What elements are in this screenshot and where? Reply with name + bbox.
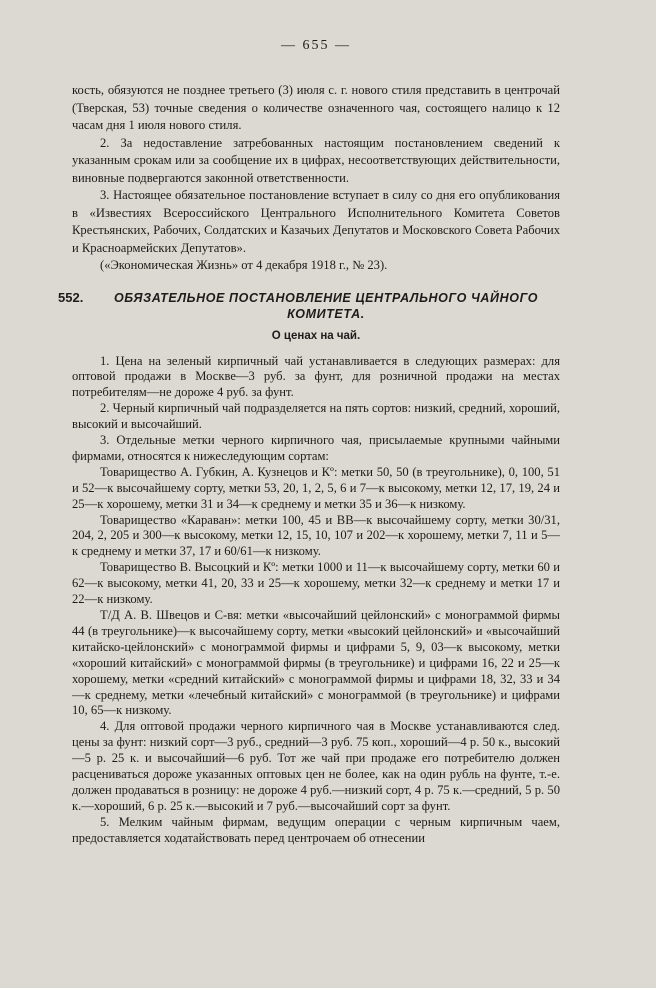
paragraph: кость, обязуются не позднее третьего (3) июля с. г. нового стиля представить в центрочай (Тверская, 53) точные сведения о количестве означенного чая, состоящего налицо к 12 часам дня 1 июля нового стиля. — [72, 83, 560, 132]
paragraph: 3. Настоящее обязательное постановление вступает в силу со дня его опубликования в «Известиях Всероссийского Центрального Исполнительного Комитета Советов Крестьянских, Рабочих, Солдатских и Казачьих Депутатов и Московского Совета Рабочих и Красноармейских Депутатов». — [72, 188, 560, 255]
document-subtitle: О ценах на чай. — [271, 329, 361, 342]
document-heading — [58, 289, 560, 322]
paragraph: Товарищество В. Высоцкий и Кº: метки 1000 и 11—к высочайшему сорту, метки 60 и 62—к высокому, метки 41, 20, 33 и 25—к хорошему, метки 32—к среднему и метки 17 и 22—к низкому. — [72, 560, 560, 607]
document-body — [72, 354, 560, 847]
paragraph: Товарищество А. Губкин, А. Кузнецов и Кº: метки 50, 50 (в треугольнике), 0, 100, 51 и 52—к высочайшему сорту, метки 53, 20, 1, 2, 5, 6 и 7—к высокому, метки 12, 17, 19, 24 и 25—к хорошему, метки 31 и 34—к среднему и метки 35 и 36—к низкому. — [72, 464, 560, 511]
paragraph: 2. Черный кирпичный чай подразделяется на пять сортов: низкий, средний, хороший, высокий и высочайший. — [72, 401, 560, 432]
paragraph: 5. Мелким чайным фирмам, ведущим операции с черным кирпичным чаем, предоставляется ходатайствовать перед центрочаем об отнесении — [72, 814, 560, 845]
source-citation: («Экономическая Жизнь» от 4 декабря 1918 г., № 23). — [100, 258, 388, 272]
document-number: 552. — [58, 289, 84, 305]
paragraph: 1. Цена на зеленый кирпичный чай устанавливается в следующих размерах: для оптовой продажи в Москве—3 руб. за фунт, для розничной продажи на местах потребителям—не дороже 4 руб. за фунт. — [72, 353, 560, 400]
paragraph: 2. За недоставление затребованных настоящим постановлением сведений к указанным срокам или за сообщение их в цифрах, несоответствующих действительности, виновные подвергаются законной ответственности. — [72, 135, 560, 185]
document-title: ОБЯЗАТЕЛЬНОЕ ПОСТАНОВЛЕНИЕ ЦЕНТРАЛЬНОГО ЧАЙНОГО КОМИТЕТА. — [113, 290, 539, 321]
paragraph: Т/Д А. В. Швецов и С-вя: метки «высочайший цейлонский» с монограммой фирмы 44 (в треугольнике)—к высочайшему сорту, метки «высокий цейлонский» и «высочайший китайско-цейлонский» с монограммой фирмы и цифрами 5, 9, 03—к высокому, метки «хороший китайский» с монограммой фирмы (в треугольнике) и цифрами 16, 22 и 25—к хорошему, метки «средний китайский» с монограммой фирмы и цифрами 18, 32, 33 и 34—к среднему, метки «лечебный китайский» с монограммой (в треугольнике) и цифрами 10, 65—к низкому. — [72, 608, 560, 718]
paragraph: 4. Для оптовой продажи черного кирпичного чая в Москве устанавливаются след. цены за фунт: низкий сорт—3 руб., средний—3 руб. 75 коп., хороший—4 р. 50 к., высокий—5 р. 25 к. и высочайший—6 руб. Тот же чай при продаже его потребителю должен расцениваться дороже указанных оптовых цен не более, как на один рубль на фунте, т.-е. должен продаваться в розницу: не дороже 4 руб.—низкий сорт, 4 р. 75 к.—средний, 5 р. 50 к.—хороший, 6 р. 25 к.—высокий и 7 руб.—высочайший сорт за фунт. — [72, 719, 560, 813]
paragraph: Товарищество «Караван»: метки 100, 45 и ВВ—к высочайшему сорту, метки 30/31, 204, 2, 205 и 300—к высокому, метки 12, 15, 10, 107 и 202—к хорошему, метки 7, 11 и 5—к среднему и метки 37, 17 и 60/61—к низкому. — [72, 512, 560, 559]
paragraph: 3. Отдельные метки черного кирпичного чая, присылаемые крупными чайными фирмами, относятся к нижеследующим сортам: — [72, 433, 560, 463]
page-number: — 655 — — [281, 38, 351, 53]
previous-document-ending — [72, 82, 560, 275]
